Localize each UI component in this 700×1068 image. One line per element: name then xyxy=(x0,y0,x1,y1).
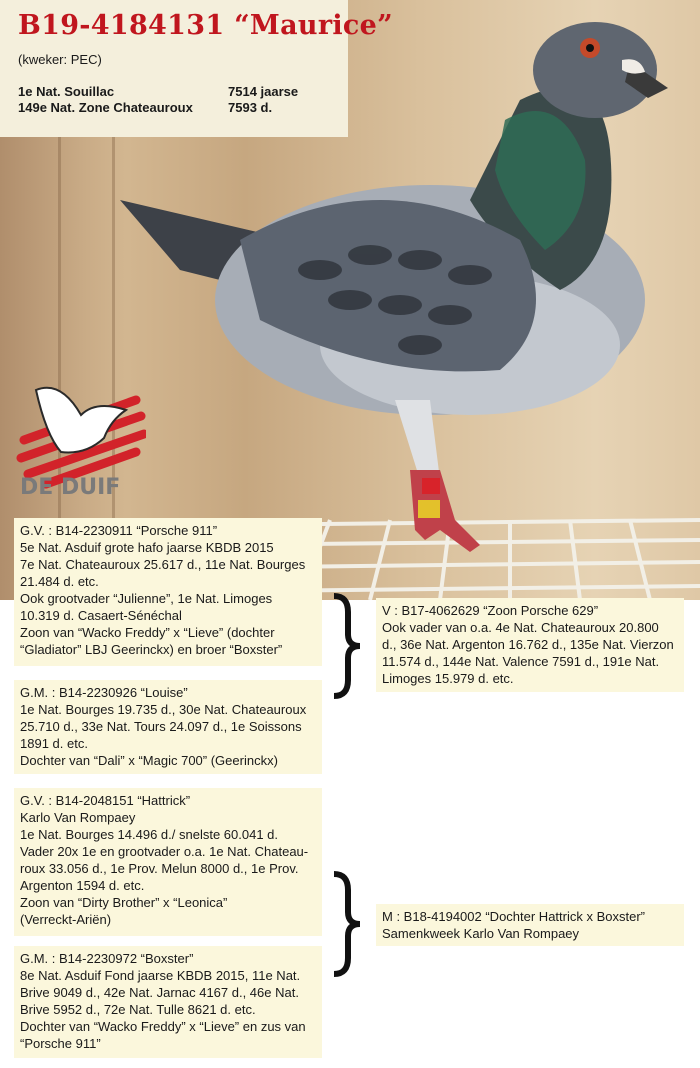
dove-logo-icon xyxy=(16,380,146,500)
pedigree-line: 7e Nat. Chateauroux 25.617 d., 11e Nat. Bourges xyxy=(20,557,306,572)
pedigree-line: Brive 5952 d., 72e Nat. Tulle 8621 d. etc. xyxy=(20,1002,256,1017)
pedigree-line: Brive 9049 d., 42e Nat. Jarnac 4167 d., 46e Nat. xyxy=(20,985,299,1000)
logo-text: DE DUIF xyxy=(20,475,121,500)
brace-icon xyxy=(326,592,366,700)
pedigree-line: 1891 d. etc. xyxy=(20,736,88,751)
pedigree-line: 1e Nat. Bourges 19.735 d., 30e Nat. Chateauroux xyxy=(20,702,307,717)
de-duif-logo xyxy=(16,380,146,500)
pedigree-line: G.V. : B14-2230911 “Porsche 911” xyxy=(20,523,218,538)
pedigree-line: Dochter van “Wacko Freddy” x “Lieve” en zus van xyxy=(20,1019,306,1034)
pedigree-line: d., 36e Nat. Argenton 16.762 d., 135e Nat. Vierzon xyxy=(382,637,674,652)
pedigree-line: Vader 20x 1e en grootvader o.a. 1e Nat. Chateau- xyxy=(20,844,309,859)
title-panel xyxy=(0,0,393,137)
pedigree-line: 11.574 d., 144e Nat. Valence 7591 d., 191e Nat. xyxy=(382,654,660,669)
pedigree-line: Dochter van “Dali” x “Magic 700” (Geerinckx) xyxy=(20,753,278,768)
father-box xyxy=(376,598,684,692)
grandmother-maternal-box xyxy=(14,946,322,1058)
pedigree-line: Karlo Van Rompaey xyxy=(20,810,136,825)
pedigree-line: 10.319 d. Casaert-Sénéchal xyxy=(20,608,182,623)
pedigree-line: G.V. : B14-2048151 “Hattrick” xyxy=(20,793,191,808)
pedigree-line: Zoon van “Wacko Freddy” x “Lieve” (dochter xyxy=(20,625,275,640)
brace-icon xyxy=(326,870,366,978)
grandfather-maternal-box xyxy=(14,788,322,936)
pedigree-line: G.M. : B14-2230926 “Louise” xyxy=(20,685,188,700)
pedigree-line: “Porsche 911” xyxy=(20,1036,101,1051)
result-birds: 7593 d. xyxy=(228,100,273,115)
pedigree-line: V : B17-4062629 “Zoon Porsche 629” xyxy=(382,603,599,618)
mother-box xyxy=(376,904,684,946)
pedigree-line: roux 33.056 d., 1e Prov. Melun 8000 d., 1e Prov. xyxy=(20,861,299,876)
pedigree-line: Ook grootvader “Julienne”, 1e Nat. Limoges xyxy=(20,591,273,606)
pedigree-line: 25.710 d., 33e Nat. Tours 24.097 d., 1e Soissons xyxy=(20,719,302,734)
pedigree-line: (Verreckt-Ariën) xyxy=(20,912,112,927)
pedigree-line: “Gladiator” LBJ Geerinckx) en broer “Boxster” xyxy=(20,642,283,657)
pedigree-line: Argenton 1594 d. etc. xyxy=(20,878,145,893)
pedigree-line: Zoon van “Dirty Brother” x “Leonica” xyxy=(20,895,228,910)
result-place: 149e Nat. Zone Chateauroux xyxy=(18,100,193,115)
result-place: 1e Nat. Souillac xyxy=(18,84,115,99)
pedigree-line: 1e Nat. Bourges 14.496 d./ snelste 60.041 d. xyxy=(20,827,279,842)
pigeon-title: B19-4184131 “Maurice” xyxy=(18,10,393,41)
pedigree-line: 5e Nat. Asduif grote hafo jaarse KBDB 2015 xyxy=(20,540,274,555)
pedigree-line: Ook vader van o.a. 4e Nat. Chateauroux 20.800 xyxy=(382,620,659,635)
grandfather-paternal-box xyxy=(14,518,322,666)
pedigree-line: Limoges 15.979 d. etc. xyxy=(382,671,514,686)
pedigree-line: G.M. : B14-2230972 “Boxster” xyxy=(20,951,194,966)
pedigree-line: M : B18-4194002 “Dochter Hattrick x Boxster” xyxy=(382,909,645,924)
result-birds: 7514 jaarse xyxy=(228,84,299,99)
grandmother-paternal-box xyxy=(14,680,322,774)
breeder-label: (kweker: PEC) xyxy=(18,52,102,67)
pedigree-line: Samenkweek Karlo Van Rompaey xyxy=(382,926,580,941)
pedigree-line: 8e Nat. Asduif Fond jaarse KBDB 2015, 11e Nat. xyxy=(20,968,301,983)
pedigree-line: 21.484 d. etc. xyxy=(20,574,99,589)
